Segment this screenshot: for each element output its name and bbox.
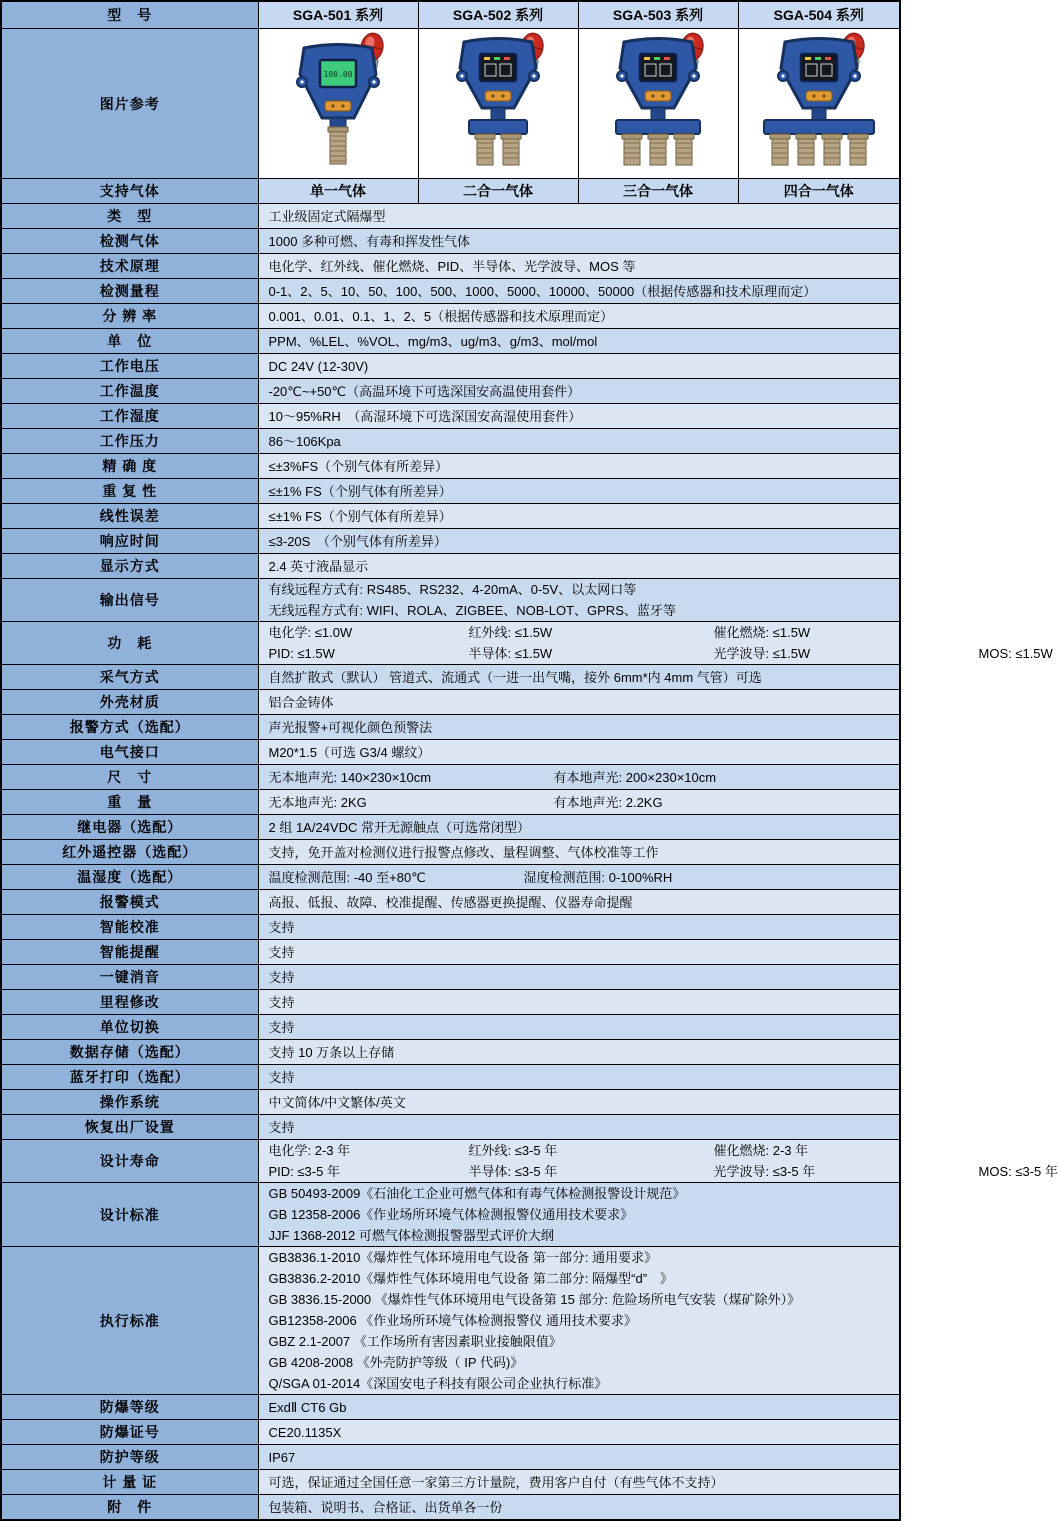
spec-row-16-seg-1-3: MOS: ≤1.5W: [978, 646, 1053, 661]
spec-row-38-line-5: GB 4208-2008 《外壳防护等级（ IP 代码)》: [268, 1355, 524, 1370]
spec-row-39-value: [258, 1395, 900, 1420]
spec-row-25-seg-0-1: 湿度检测范围: 0-100%RH: [523, 869, 673, 885]
spec-row-9-label: 工作压力: [1, 429, 258, 454]
gas-type-3: 三合一气体: [578, 179, 738, 204]
spec-row-22-seg-0-0: 无本地声光: 2KG: [268, 794, 367, 810]
spec-row-37-line-1: GB 12358-2006《作业场所环境气体检测报警仪通用技术要求》: [268, 1207, 634, 1222]
spec-row-38-label: 执行标准: [1, 1247, 258, 1395]
spec-row-36-label: 设计寿命: [1, 1140, 258, 1183]
spec-row-40-label: 防爆证号: [1, 1420, 258, 1445]
spec-row-11-line-0: ≤±1% FS（个别气体有所差异）: [268, 483, 452, 499]
spec-row-26-label: 报警模式: [1, 890, 258, 915]
spec-row-21-value: [258, 765, 900, 790]
spec-row-11-label: 重 复 性: [1, 479, 258, 504]
spec-row-10-label: 精 确 度: [1, 454, 258, 479]
spec-row-41-label: 防护等级: [1, 1445, 258, 1470]
spec-row-20-label: 电气接口: [1, 740, 258, 765]
spec-row-12-value: [258, 504, 900, 529]
spec-row-29-value: [258, 965, 900, 990]
spec-row-36-line-0: [269, 1140, 900, 1161]
spec-row-39-label: 防爆等级: [1, 1395, 258, 1420]
spec-row-28-value: [258, 940, 900, 965]
spec-row-9-value: [258, 429, 900, 454]
spec-row-18-line-0: 铝合金铸体: [268, 694, 334, 710]
spec-row-30-line-0: 支持: [268, 994, 295, 1010]
spec-row-40-value: [258, 1420, 900, 1445]
spec-row-32-value: [258, 1040, 900, 1065]
spec-row-36-seg-0-1: 红外线: ≤3-5 年: [468, 1143, 558, 1158]
spec-row-4-line-0: 0.001、0.01、0.1、1、2、5（根据传感器和技术原理而定）: [268, 308, 614, 324]
spec-row-14-line-0: 2.4 英寸液晶显示: [268, 558, 369, 574]
spec-row-4-value: [258, 304, 900, 329]
spec-row-29-line-0: 支持: [268, 969, 295, 985]
device-image-sga-504: [738, 29, 900, 179]
spec-row-38-line-2: GB 3836.15-2000 《爆炸性气体环境用电气设备第 15 部分: 危险场所电气安装（煤矿除外）》: [268, 1292, 801, 1307]
spec-row-41-value: [258, 1445, 900, 1470]
spec-row-30-value: [258, 990, 900, 1015]
spec-row-25-seg-0-0: 温度检测范围: -40 至+80℃: [268, 869, 426, 885]
spec-row-20-value: [258, 740, 900, 765]
spec-row-27-label: 智能校准: [1, 915, 258, 940]
spec-row-0-label: 类 型: [1, 204, 258, 229]
spec-row-28-label: 智能提醒: [1, 940, 258, 965]
spec-row-13-label: 响应时间: [1, 529, 258, 554]
spec-row-35-label: 恢复出厂设置: [1, 1115, 258, 1140]
spec-row-32-line-0: 支持 10 万条以上存储: [268, 1044, 395, 1060]
spec-row-8-label: 工作湿度: [1, 404, 258, 429]
spec-row-16-seg-0-2: 催化燃烧: ≤1.5W: [713, 625, 811, 640]
spec-row-36-seg-1-2: 光学波导: ≤3-5 年: [713, 1164, 816, 1179]
spec-row-1-line-0: 1000 多种可燃、有毒和挥发性气体: [268, 233, 471, 249]
spec-row-29-label: 一键消音: [1, 965, 258, 990]
spec-row-35-value: [258, 1115, 900, 1140]
spec-row-17-value: [258, 665, 900, 690]
spec-row-31-value: [258, 1015, 900, 1040]
gas-type-4: 四合一气体: [738, 179, 900, 204]
spec-row-22-value: [258, 790, 900, 815]
spec-row-2-value: [258, 254, 900, 279]
spec-row-39-line-0: ExdⅡ CT6 Gb: [268, 1399, 347, 1415]
spec-row-12-label: 线性误差: [1, 504, 258, 529]
spec-row-1-label: 检测气体: [1, 229, 258, 254]
spec-row-20-line-0: M20*1.5（可选 G3/4 螺纹）: [268, 744, 431, 760]
spec-row-11-value: [258, 479, 900, 504]
spec-row-16-line-1: [268, 643, 1053, 664]
model-header-1: SGA-501 系列: [258, 1, 418, 29]
spec-row-27-line-0: 支持: [268, 919, 295, 935]
spec-row-21-seg-0-1: 有本地声光: 200×230×10cm: [553, 769, 717, 785]
spec-row-41-line-0: IP67: [268, 1449, 296, 1465]
spec-row-40-line-0: CE20.1135X: [268, 1424, 342, 1440]
gas-type-1: 单一气体: [258, 179, 418, 204]
spec-row-1-value: [258, 229, 900, 254]
spec-row-35-line-0: 支持: [268, 1119, 295, 1135]
gas-type-2: 二合一气体: [418, 179, 578, 204]
spec-row-16-value: [258, 622, 1053, 665]
model-header-3: SGA-503 系列: [578, 1, 738, 29]
spec-row-21-seg-0-0: 无本地声光: 140×230×10cm: [268, 769, 432, 785]
spec-row-38-line-3: GB12358-2006 《作业场所环境气体检测报警仪 通用技术要求》: [268, 1313, 637, 1328]
spec-row-26-line-0: 高报、低报、故障、校准提醒、传感器更换提醒、仪器寿命提醒: [268, 894, 633, 910]
spec-row-36-value: [258, 1140, 1058, 1183]
spec-row-37-line-0: GB 50493-2009《石油化工企业可燃气体和有毒气体检测报警设计规范》: [268, 1186, 686, 1201]
spec-row-13-line-0: ≤3-20S （个别气体有所差异）: [268, 533, 447, 549]
spec-row-7-label: 工作温度: [1, 379, 258, 404]
spec-row-16-line-0: [269, 622, 900, 643]
spec-row-19-value: [258, 715, 900, 740]
spec-row-38-line-6: Q/SGA 01-2014《深国安电子科技有限公司企业执行标准》: [268, 1376, 608, 1391]
spec-row-37-line-2: JJF 1368-2012 可燃气体检测报警器型式评价大纲: [268, 1228, 554, 1243]
spec-row-18-label: 外壳材质: [1, 690, 258, 715]
spec-row-42-label: 计 量 证: [1, 1470, 258, 1495]
model-header-2: SGA-502 系列: [418, 1, 578, 29]
spec-row-36-seg-1-0: PID: ≤3-5 年: [268, 1164, 340, 1179]
row-label-image: 图片参考: [1, 29, 258, 179]
spec-row-3-label: 检测量程: [1, 279, 258, 304]
spec-row-25-label: 温湿度（选配）: [1, 865, 258, 890]
spec-row-22-label: 重 量: [1, 790, 258, 815]
device-image-sga-501: [258, 29, 418, 179]
spec-row-0-value: [258, 204, 900, 229]
spec-row-14-value: [258, 554, 900, 579]
row-label-model: 型 号: [1, 1, 258, 29]
spec-row-26-value: [258, 890, 900, 915]
spec-row-8-value: [258, 404, 900, 429]
spec-row-24-label: 红外遥控器（选配）: [1, 840, 258, 865]
spec-row-21-label: 尺 寸: [1, 765, 258, 790]
spec-row-38-line-1: GB3836.2-2010《爆炸性气体环境用电气设备 第二部分: 隔爆型“d” 》: [268, 1271, 674, 1286]
spec-row-3-value: [258, 279, 900, 304]
spec-row-14-label: 显示方式: [1, 554, 258, 579]
spec-row-42-line-0: 可选，保证通过全国任意一家第三方计量院，费用客户自付（有些气体不支持）: [268, 1474, 724, 1490]
spec-row-19-line-0: 声光报警+可视化颜色预警法: [268, 719, 433, 735]
spec-row-37-value: [258, 1183, 900, 1247]
spec-row-36-seg-1-1: 半导体: ≤3-5 年: [468, 1164, 558, 1179]
spec-row-8-line-0: 10～95%RH （高湿环境下可选深国安高湿使用套件）: [268, 408, 582, 424]
spec-row-16-seg-0-0: 电化学: ≤1.0W: [268, 625, 353, 640]
spec-row-31-label: 单位切换: [1, 1015, 258, 1040]
spec-row-36-seg-1-3: MOS: ≤3-5 年: [978, 1164, 1058, 1179]
spec-row-4-label: 分 辨 率: [1, 304, 258, 329]
spec-row-36-seg-0-0: 电化学: 2-3 年: [268, 1143, 351, 1158]
spec-row-28-line-0: 支持: [268, 944, 295, 960]
spec-row-23-label: 继电器（选配）: [1, 815, 258, 840]
spec-row-33-label: 蓝牙打印（选配）: [1, 1065, 258, 1090]
spec-row-30-label: 里程修改: [1, 990, 258, 1015]
spec-row-37-label: 设计标准: [1, 1183, 258, 1247]
spec-row-21-line-0: [269, 767, 900, 788]
spec-row-24-value: [258, 840, 900, 865]
spec-row-38-value: [258, 1247, 900, 1395]
spec-row-16-seg-0-1: 红外线: ≤1.5W: [468, 625, 553, 640]
spec-row-10-line-0: ≤±3%FS（个别气体有所差异）: [268, 458, 449, 474]
spec-row-15-line-0: 有线远程方式有: RS485、RS232、4-20mA、0-5V、以太网口等: [268, 582, 637, 597]
spec-row-15-value: [258, 579, 900, 622]
spec-row-43-label: 附 件: [1, 1495, 258, 1521]
spec-row-32-label: 数据存储（选配）: [1, 1040, 258, 1065]
spec-row-34-value: [258, 1090, 900, 1115]
spec-row-38-line-4: GBZ 2.1-2007 《工作场所有害因素职业接触限值》: [268, 1334, 562, 1349]
spec-row-15-label: 输出信号: [1, 579, 258, 622]
spec-row-15-line-1: 无线远程方式有: WIFI、ROLA、ZIGBEE、NOB-LOT、GPRS、蓝牙等: [268, 603, 676, 618]
spec-row-25-value: [258, 865, 900, 890]
spec-row-23-value: [258, 815, 900, 840]
spec-row-17-line-0: 自然扩散式（默认） 管道式、流通式（一进一出气嘴，接外 6mm*内 4mm 气管）可选: [268, 669, 762, 685]
spec-row-5-value: [258, 329, 900, 354]
svg-text:100.00: 100.00: [323, 70, 353, 79]
spec-row-34-label: 操作系统: [1, 1090, 258, 1115]
spec-row-43-value: [258, 1495, 900, 1521]
spec-row-24-line-0: 支持，免开盖对检测仪进行报警点修改、量程调整、气体校准等工作: [268, 844, 659, 860]
spec-row-2-line-0: 电化学、红外线、催化燃烧、PID、半导体、光学波导、MOS 等: [268, 258, 636, 274]
spec-row-25-line-0: [269, 867, 900, 888]
spec-row-27-value: [258, 915, 900, 940]
spec-row-23-line-0: 2 组 1A/24VDC 常开无源触点（可选常闭型）: [268, 819, 530, 835]
device-image-sga-502: [418, 29, 578, 179]
spec-row-10-value: [258, 454, 900, 479]
spec-row-6-value: [258, 354, 900, 379]
spec-row-12-line-0: ≤±1% FS（个别气体有所差异）: [268, 508, 452, 524]
spec-row-7-line-0: -20℃~+50℃（高温环境下可选深国安高温使用套件）: [268, 383, 581, 399]
device-image-sga-503: [578, 29, 738, 179]
spec-row-36-line-1: [268, 1161, 1058, 1182]
spec-row-9-line-0: 86～106Kpa: [268, 433, 341, 449]
spec-row-16-seg-1-1: 半导体: ≤1.5W: [468, 646, 553, 661]
spec-row-42-value: [258, 1470, 900, 1495]
spec-row-7-value: [258, 379, 900, 404]
spec-row-5-label: 单 位: [1, 329, 258, 354]
spec-row-5-line-0: PPM、%LEL、%VOL、mg/m3、ug/m3、g/m3、mol/mol: [268, 333, 598, 349]
spec-row-17-label: 采气方式: [1, 665, 258, 690]
spec-row-19-label: 报警方式（选配）: [1, 715, 258, 740]
spec-row-36-seg-0-2: 催化燃烧: 2-3 年: [713, 1143, 809, 1158]
spec-row-38-line-0: GB3836.1-2010《爆炸性气体环境用电气设备 第一部分: 通用要求》: [268, 1250, 658, 1265]
spec-row-16-label: 功 耗: [1, 622, 258, 665]
spec-row-43-line-0: 包装箱、说明书、合格证、出货单各一份: [268, 1499, 503, 1515]
spec-row-3-line-0: 0-1、2、5、10、50、100、500、1000、5000、10000、50000（根据传感器和技术原理而定）: [268, 283, 817, 299]
spec-row-33-line-0: 支持: [268, 1069, 295, 1085]
spec-row-0-line-0: 工业级固定式隔爆型: [268, 208, 386, 224]
spec-row-22-seg-0-1: 有本地声光: 2.2KG: [553, 794, 663, 810]
spec-row-31-line-0: 支持: [268, 1019, 295, 1035]
spec-row-34-line-0: 中文简体/中文繁体/英文: [268, 1094, 406, 1110]
spec-row-16-seg-1-0: PID: ≤1.5W: [268, 646, 335, 661]
spec-row-22-line-0: [269, 792, 900, 813]
row-label-gas: 支持气体: [1, 179, 258, 204]
spec-row-6-label: 工作电压: [1, 354, 258, 379]
spec-row-18-value: [258, 690, 900, 715]
spec-row-13-value: [258, 529, 900, 554]
model-header-4: SGA-504 系列: [738, 1, 900, 29]
spec-row-16-seg-1-2: 光学波导: ≤1.5W: [713, 646, 811, 661]
spec-row-33-value: [258, 1065, 900, 1090]
spec-row-2-label: 技术原理: [1, 254, 258, 279]
spec-row-6-line-0: DC 24V (12-30V): [268, 358, 369, 374]
